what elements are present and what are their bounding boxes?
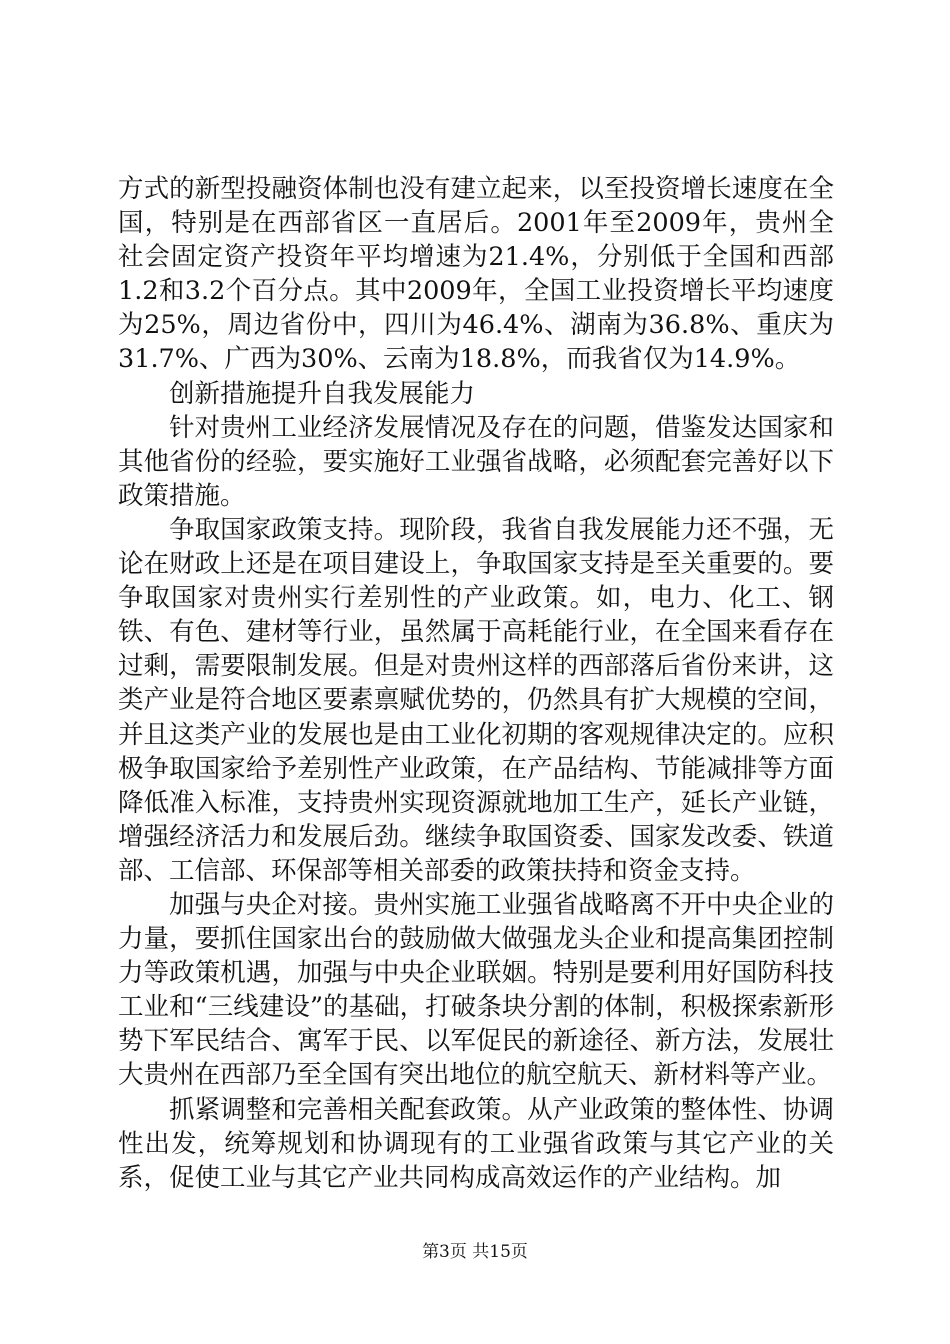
page-number-footer: 第3页 共15页 [422, 1242, 528, 1262]
section-heading: 创新措施提升自我发展能力 [169, 378, 476, 409]
paragraph-5: 抓紧调整和完善相关配套政策。从产业政策的整体性、协调性出发，统筹规划和协调现有的工业强省政策与其它产业的关系，促使工业与其它产业共同构成高效运作的产业结构。加 [118, 1094, 834, 1193]
paragraph-1: 方式的新型投融资体制也没有建立起来，以至投资增长速度在全国，特别是在西部省区一直居后。2001年至2009年，贵州全社会固定资产投资年平均增速为21.4%，分别低于全国和西部1.2和3.2个百分点。其中2009年，全国工业投资增长平均速度为25%，周边省份中，四川为46.4%、湖南为36.8%、重庆为31.7%、广西为30%、云南为18.8%，而我省仅为14.9%。 [118, 174, 834, 375]
document-body [118, 172, 834, 1195]
paragraph-3: 争取国家政策支持。现阶段，我省自我发展能力还不强，无论在财政上还是在项目建设上，争取国家支持是至关重要的。要争取国家对贵州实行差别性的产业政策。如，电力、化工、钢铁、有色、建材等行业，虽然属于高耗能行业，在全国来看存在过剩，需要限制发展。但是对贵州这样的西部落后省份来讲，这类产业是符合地区要素禀赋优势的，仍然具有扩大规模的空间，并且这类产业的发展也是由工业化初期的客观规律决定的。应积极争取国家给予差别性产业政策，在产品结构、节能减排等方面降低准入标准，支持贵州实现资源就地加工生产，延长产业链，增强经济活力和发展后劲。继续争取国资委、国家发改委、铁道部、工信部、环保部等相关部委的政策扶持和资金支持。 [118, 514, 834, 886]
paragraph-4: 加强与央企对接。贵州实施工业强省战略离不开中央企业的力量，要抓住国家出台的鼓励做大做强龙头企业和提高集团控制力等政策机遇，加强与中央企业联姻。特别是要利用好国防科技工业和“三线建设”的基础，打破条块分割的体制，积极探索新形势下军民结合、寓军于民、以军促民的新途径、新方法，发展壮大贵州在西部乃至全国有突出地位的航空航天、新材料等产业。 [118, 889, 834, 1091]
paragraph-2: 针对贵州工业经济发展情况及存在的问题，借鉴发达国家和其他省份的经验，要实施好工业强省战略，必须配套完善好以下政策措施。 [118, 412, 834, 511]
